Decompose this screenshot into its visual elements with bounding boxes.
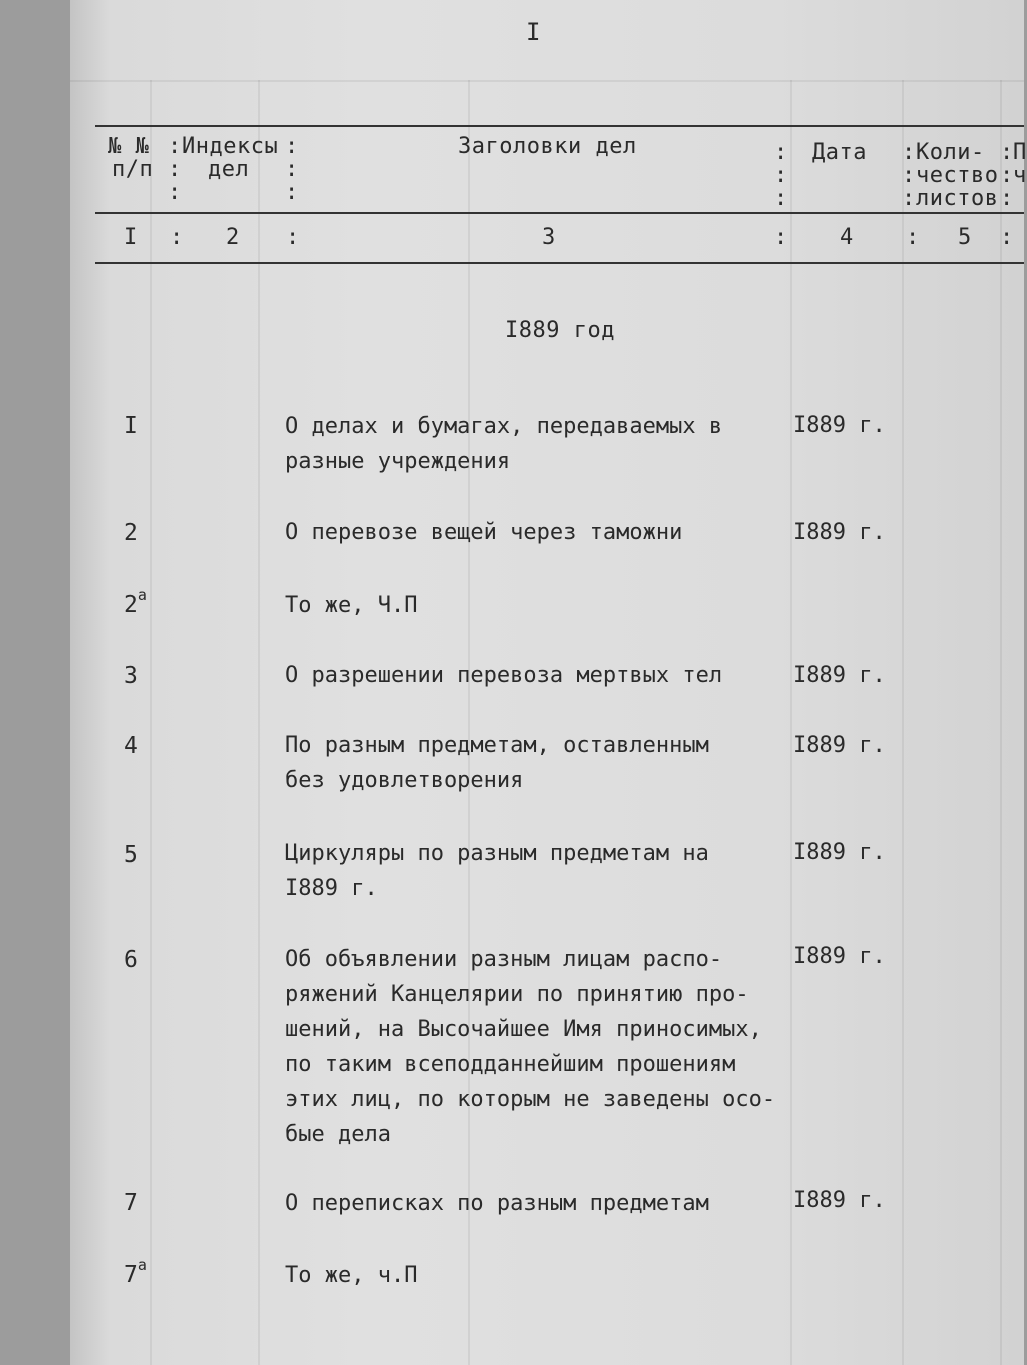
header-colon: : — [1000, 186, 1014, 211]
header-colon: : — [774, 163, 788, 188]
row-number: 2 — [124, 520, 138, 546]
row-date: I889 г. — [793, 733, 886, 758]
header-count-label-2: чество — [916, 163, 999, 188]
column-number: 3 — [542, 225, 556, 250]
row-title: Циркуляры по разным предметам на I889 г. — [285, 841, 709, 901]
header-title-label: Заголовки дел — [458, 134, 637, 159]
header-date-label: Дата — [812, 140, 867, 165]
header-colon: : — [1000, 225, 1014, 250]
header-colon: : — [774, 140, 788, 165]
header-mid-rule — [95, 212, 1024, 214]
header-colon: : — [1000, 140, 1014, 165]
row-number: I — [124, 413, 138, 439]
column-number: 2 — [226, 225, 240, 250]
header-index-label: Индексы — [182, 134, 279, 159]
header-colon: : — [1000, 163, 1014, 188]
header-extra-label: П — [1013, 140, 1027, 165]
header-colon: : — [168, 134, 182, 159]
header-colon: : — [168, 157, 182, 182]
row-title: То же, ч.П — [285, 1263, 418, 1288]
row-title: То же, Ч.П — [285, 593, 418, 618]
header-top-rule — [95, 125, 1024, 127]
row-date: I889 г. — [793, 413, 886, 438]
header-extra-label-2: ч — [1013, 163, 1027, 188]
header-colon: : — [902, 186, 916, 211]
header-colon: : — [286, 225, 300, 250]
row-title: Об объявлении разным лицам распо- ряжений Канцелярии по принятию про- шений, на Высочайшее Имя приносимых, по таким всеподданнейшим прошениям этих лиц, по которым не заведены осо- бые дела — [285, 947, 776, 1147]
page-number: I — [526, 18, 541, 46]
header-colon: : — [285, 134, 299, 159]
row-number: 6 — [124, 947, 138, 973]
header-colon: : — [285, 180, 299, 205]
header-colon: : — [170, 225, 184, 250]
column-number: 5 — [958, 225, 972, 250]
column-number: I — [124, 225, 138, 250]
row-title: О разрешении перевоза мертвых тел — [285, 663, 723, 688]
year-heading: I889 год — [505, 318, 615, 343]
row-title: О переписках по разным предметам — [285, 1191, 709, 1216]
row-number: 7 — [124, 1190, 138, 1216]
header-bottom-rule — [95, 262, 1024, 264]
header-colon: : — [774, 186, 788, 211]
row-date: I889 г. — [793, 520, 886, 545]
column-number: 4 — [840, 225, 854, 250]
row-title: О делах и бумагах, передаваемых в разные учреждения — [285, 414, 723, 474]
header-count-label-3: листов — [916, 186, 999, 211]
header-colon: : — [902, 140, 916, 165]
header-num-label-2: п/п — [112, 157, 154, 182]
row-number: $7^а$ — [124, 1256, 147, 1288]
header-index-label-2: дел — [208, 157, 250, 182]
row-number: 4 — [124, 733, 138, 759]
row-date: I889 г. — [793, 1188, 886, 1213]
header-colon: : — [906, 225, 920, 250]
row-number: 5 — [124, 842, 138, 868]
header-colon: : — [902, 163, 916, 188]
header-colon: : — [774, 225, 788, 250]
header-num-label: № № — [108, 134, 150, 159]
header-count-label: Коли- — [916, 140, 985, 165]
row-number: $2^а$ — [124, 586, 147, 618]
row-title: По разным предметам, оставленным без удовлетворения — [285, 733, 709, 793]
header-colon: : — [285, 157, 299, 182]
row-date: I889 г. — [793, 840, 886, 865]
row-number: 3 — [124, 663, 138, 689]
header-colon: : — [168, 180, 182, 205]
row-date: I889 г. — [793, 944, 886, 969]
row-date: I889 г. — [793, 663, 886, 688]
row-title: О перевозе вещей через таможни — [285, 520, 683, 545]
